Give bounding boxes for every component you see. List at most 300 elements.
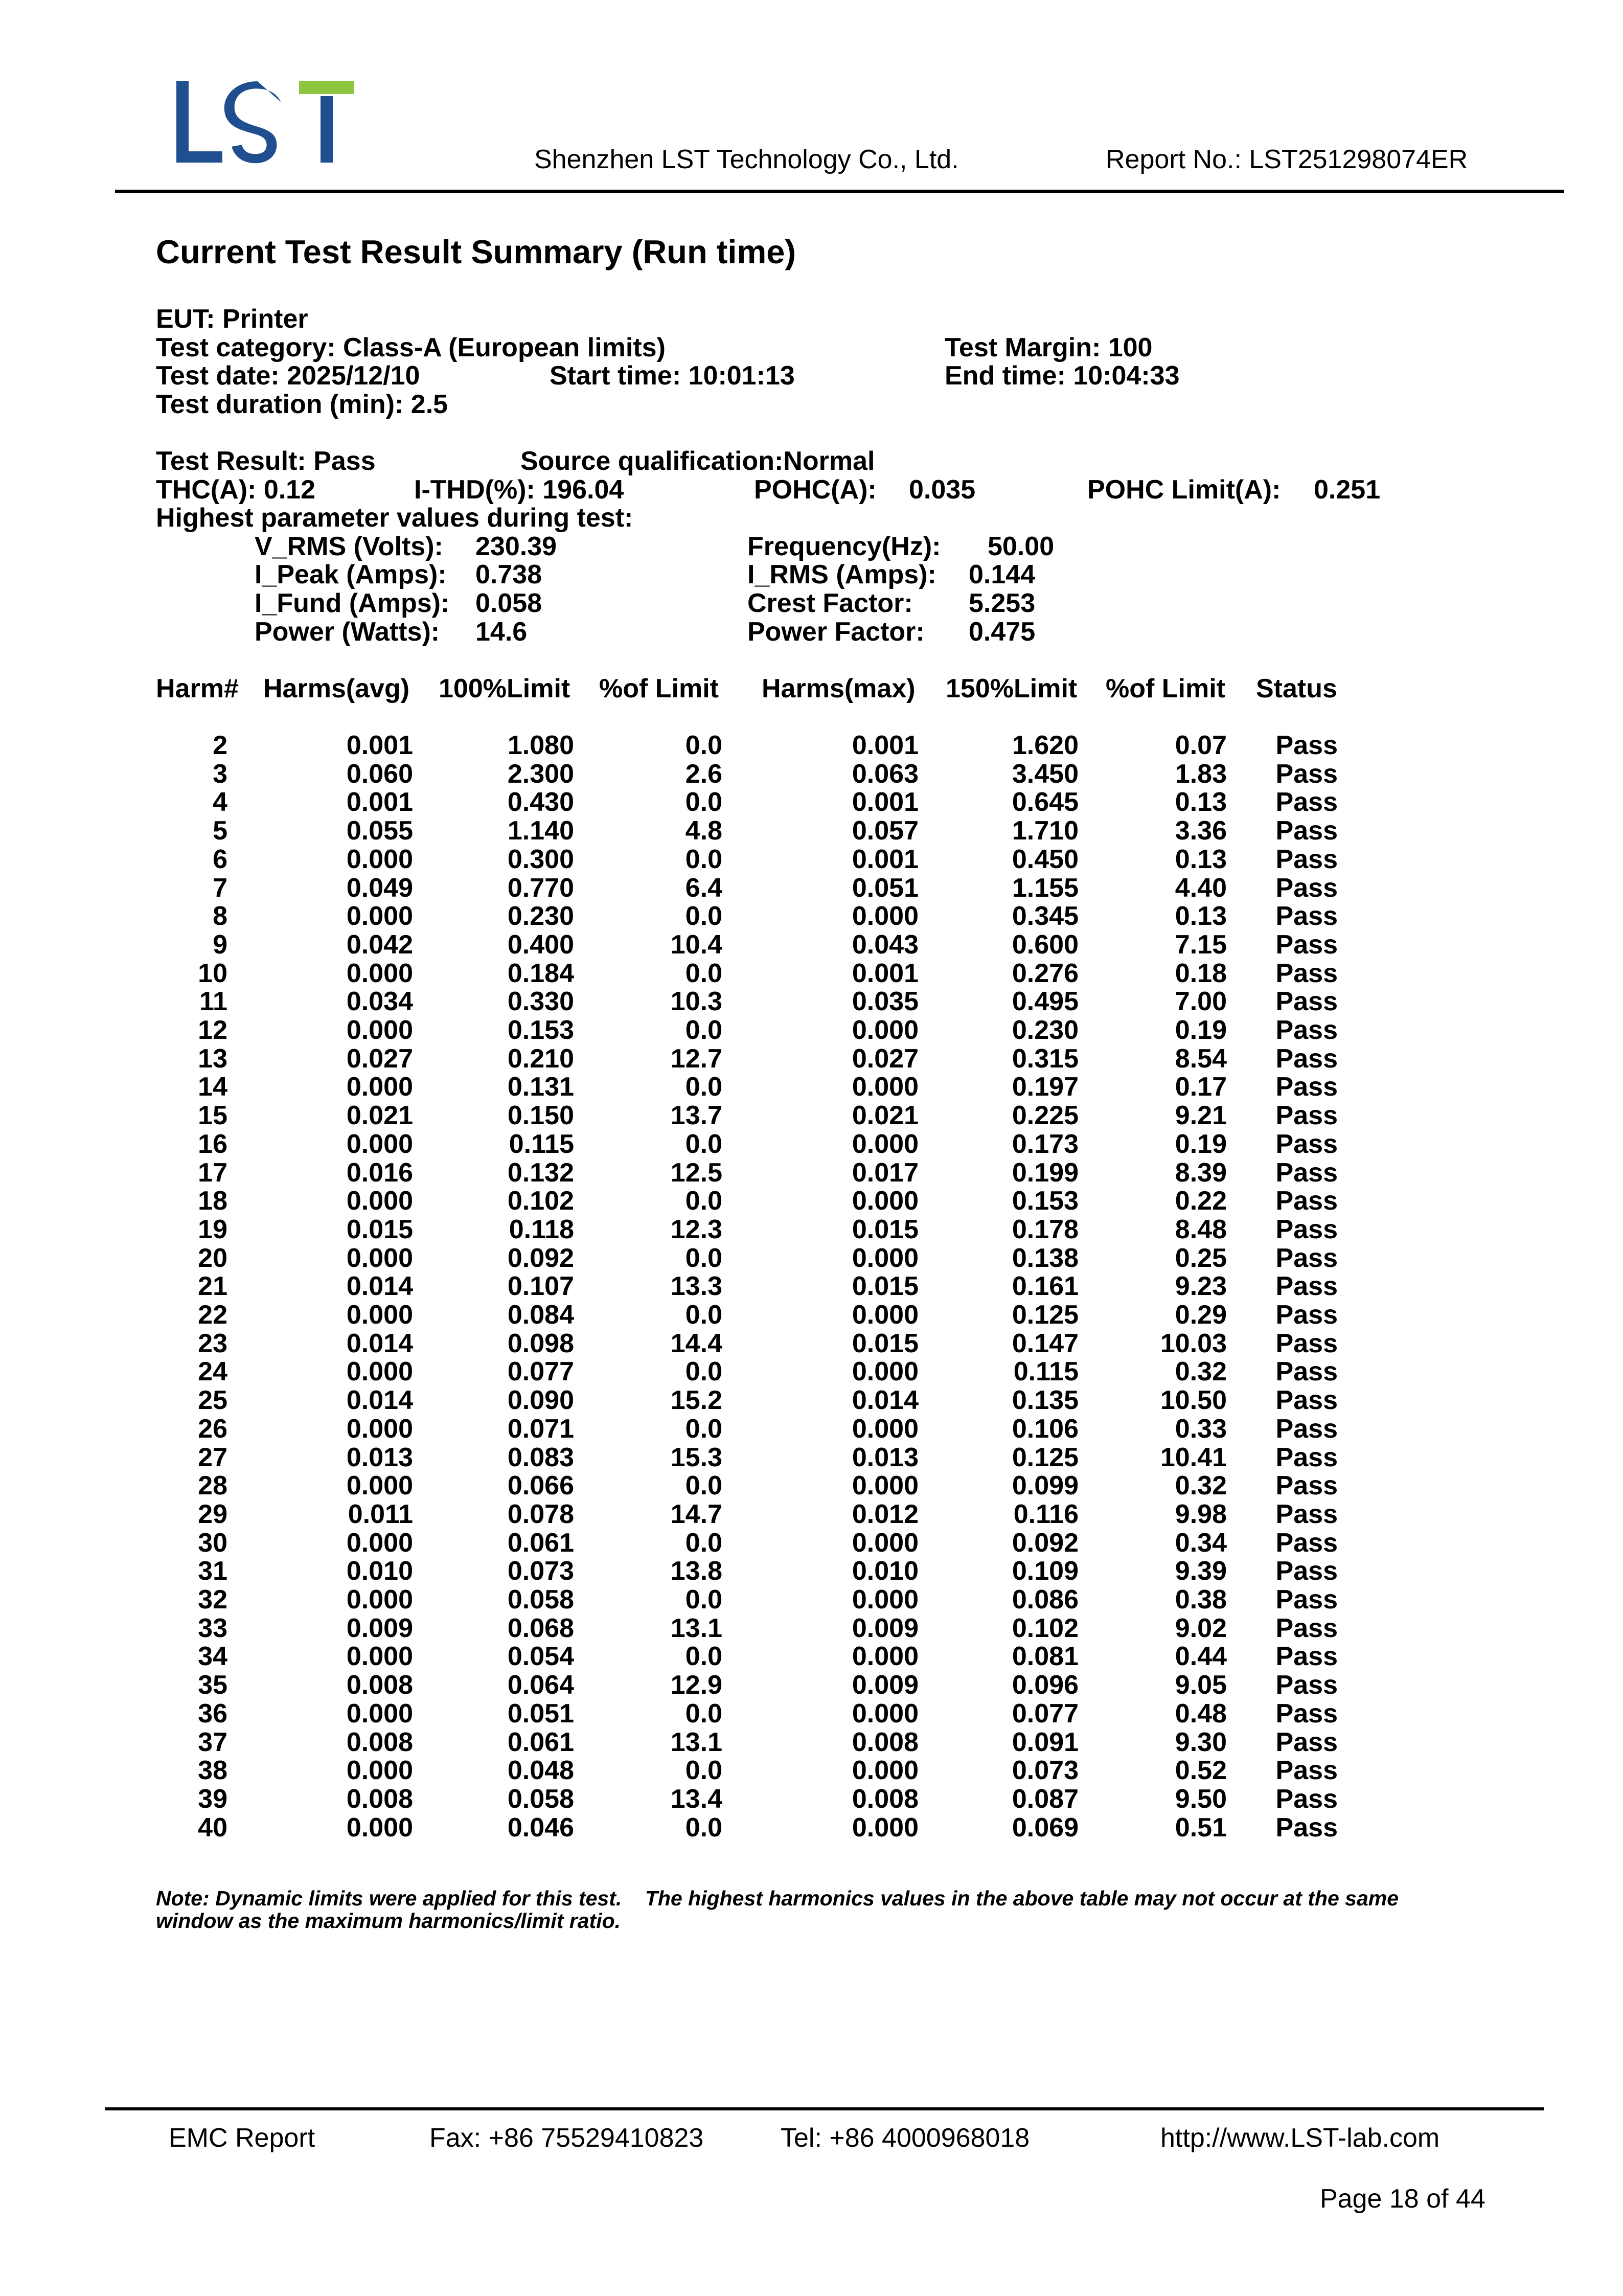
cell-pct-limit-avg: 0.0 [685, 1699, 722, 1729]
cell-harms-avg: 0.000 [346, 1186, 413, 1216]
table-row [0, 1214, 1623, 1243]
cell-pct-limit-max: 0.32 [1175, 1357, 1227, 1386]
col-150-limit: 150%Limit [946, 674, 1078, 703]
col-pct-limit-avg: %of Limit [599, 674, 719, 703]
cell-harms-avg: 0.015 [346, 1215, 413, 1244]
cell-harms-avg: 0.000 [346, 1129, 413, 1159]
cell-limit-150: 0.178 [1012, 1215, 1079, 1244]
irms-label: I_RMS (Amps): [747, 560, 936, 589]
cell-pct-limit-avg: 0.0 [685, 901, 722, 931]
cell-harm-number: 38 [198, 1756, 227, 1785]
cell-harms-avg: 0.014 [346, 1385, 413, 1415]
table-row [0, 1470, 1623, 1499]
cell-status: Pass [1275, 1385, 1338, 1415]
cell-harm-number: 19 [198, 1215, 227, 1244]
cell-harms-avg: 0.010 [346, 1556, 413, 1586]
cell-harms-avg: 0.027 [346, 1044, 413, 1074]
power-factor-value: 0.475 [969, 617, 1036, 647]
ithd-value: I-THD(%): 196.04 [414, 475, 624, 505]
cell-pct-limit-max: 0.29 [1175, 1300, 1227, 1330]
cell-harms-max: 0.000 [852, 1471, 919, 1501]
cell-pct-limit-avg: 0.0 [685, 787, 722, 817]
table-row [0, 1755, 1623, 1784]
cell-harm-number: 37 [198, 1727, 227, 1757]
cell-harms-max: 0.057 [852, 816, 919, 846]
cell-status: Pass [1275, 1499, 1338, 1529]
cell-status: Pass [1275, 1414, 1338, 1444]
cell-pct-limit-avg: 12.7 [670, 1044, 722, 1074]
cell-limit-150: 0.147 [1012, 1329, 1079, 1358]
cell-harm-number: 10 [198, 959, 227, 988]
cell-pct-limit-avg: 0.0 [685, 1414, 722, 1444]
col-status: Status [1256, 674, 1337, 703]
cell-status: Pass [1275, 1670, 1338, 1700]
pohc-limit-value: 0.251 [1314, 475, 1381, 505]
cell-limit-150: 0.173 [1012, 1129, 1079, 1159]
cell-status: Pass [1275, 1101, 1338, 1130]
cell-limit-100: 0.118 [509, 1215, 574, 1244]
cell-status: Pass [1275, 1072, 1338, 1102]
cell-status: Pass [1275, 1129, 1338, 1159]
cell-pct-limit-avg: 0.0 [685, 1357, 722, 1386]
table-row [0, 1670, 1623, 1698]
highest-params-heading: Highest parameter values during test: [156, 503, 633, 533]
cell-limit-100: 0.064 [507, 1670, 574, 1700]
cell-pct-limit-max: 0.19 [1175, 1015, 1227, 1045]
cell-limit-150: 0.092 [1012, 1528, 1079, 1558]
table-row [0, 1157, 1623, 1186]
cell-pct-limit-max: 9.21 [1175, 1101, 1227, 1130]
cell-pct-limit-avg: 13.7 [670, 1101, 722, 1130]
cell-harms-avg: 0.000 [346, 1015, 413, 1045]
cell-pct-limit-avg: 14.4 [670, 1329, 722, 1358]
cell-harms-max: 0.000 [852, 1015, 919, 1045]
cell-limit-100: 0.046 [507, 1813, 574, 1843]
cell-harms-max: 0.035 [852, 987, 919, 1016]
cell-harms-max: 0.051 [852, 873, 919, 903]
cell-harms-avg: 0.000 [346, 1756, 413, 1785]
cell-harms-avg: 0.009 [346, 1613, 413, 1643]
cell-pct-limit-max: 0.19 [1175, 1129, 1227, 1159]
table-row [0, 1727, 1623, 1756]
cell-limit-100: 0.150 [507, 1101, 574, 1130]
table-row [0, 1556, 1623, 1584]
cell-status: Pass [1275, 1471, 1338, 1501]
cell-pct-limit-max: 3.36 [1175, 816, 1227, 846]
cell-limit-100: 0.066 [507, 1471, 574, 1501]
cell-pct-limit-avg: 0.0 [685, 1813, 722, 1843]
cell-harm-number: 15 [198, 1101, 227, 1130]
cell-limit-100: 0.078 [507, 1499, 574, 1529]
cell-harms-max: 0.013 [852, 1443, 919, 1472]
cell-harm-number: 6 [213, 845, 227, 874]
cell-status: Pass [1275, 1642, 1338, 1671]
cell-limit-100: 0.300 [507, 845, 574, 874]
cell-pct-limit-avg: 0.0 [685, 1756, 722, 1785]
cell-harm-number: 12 [198, 1015, 227, 1045]
table-row [0, 901, 1623, 929]
cell-status: Pass [1275, 1271, 1338, 1301]
cell-harms-max: 0.000 [852, 1642, 919, 1671]
cell-pct-limit-max: 9.39 [1175, 1556, 1227, 1586]
note-line-1: Note: Dynamic limits were applied for this test. The highest harmonics values in the above table may not occur at the same [156, 1886, 1399, 1910]
table-row [0, 1499, 1623, 1528]
cell-harms-avg: 0.000 [346, 1699, 413, 1729]
cell-limit-150: 0.135 [1012, 1385, 1079, 1415]
footer-url[interactable]: http://www.LST-lab.com [1160, 2123, 1440, 2153]
cell-harms-avg: 0.000 [346, 1300, 413, 1330]
cell-limit-150: 0.077 [1012, 1699, 1079, 1729]
cell-limit-100: 0.083 [507, 1443, 574, 1472]
pohc-label: POHC(A): [754, 475, 877, 505]
cell-harm-number: 26 [198, 1414, 227, 1444]
cell-harms-avg: 0.000 [346, 1642, 413, 1671]
cell-limit-100: 0.430 [507, 787, 574, 817]
cell-limit-100: 0.770 [507, 873, 574, 903]
cell-pct-limit-max: 0.22 [1175, 1186, 1227, 1216]
cell-pct-limit-max: 0.38 [1175, 1585, 1227, 1615]
cell-status: Pass [1275, 1443, 1338, 1472]
cell-harms-max: 0.008 [852, 1727, 919, 1757]
cell-pct-limit-max: 4.40 [1175, 873, 1227, 903]
cell-pct-limit-avg: 13.8 [670, 1556, 722, 1586]
cell-harm-number: 9 [213, 930, 227, 960]
table-row [0, 1613, 1623, 1642]
table-row [0, 787, 1623, 815]
cell-limit-150: 0.138 [1012, 1243, 1079, 1273]
cell-harms-avg: 0.049 [346, 873, 413, 903]
col-harm-number: Harm# [156, 674, 239, 703]
cell-status: Pass [1275, 787, 1338, 817]
cell-pct-limit-max: 0.25 [1175, 1243, 1227, 1273]
cell-harms-avg: 0.021 [346, 1101, 413, 1130]
table-row [0, 1414, 1623, 1442]
cell-harm-number: 33 [198, 1613, 227, 1643]
pohc-limit-label: POHC Limit(A): [1087, 475, 1281, 505]
cell-pct-limit-avg: 0.0 [685, 959, 722, 988]
cell-pct-limit-max: 9.50 [1175, 1784, 1227, 1814]
cell-harms-max: 0.000 [852, 1186, 919, 1216]
cell-limit-100: 0.107 [507, 1271, 574, 1301]
cell-harm-number: 25 [198, 1385, 227, 1415]
cell-harms-avg: 0.060 [346, 759, 413, 789]
table-row [0, 1385, 1623, 1414]
ipeak-label: I_Peak (Amps): [255, 560, 447, 589]
cell-harms-avg: 0.000 [346, 1357, 413, 1386]
cell-harms-avg: 0.011 [348, 1499, 413, 1529]
cell-limit-150: 0.109 [1012, 1556, 1079, 1586]
cell-status: Pass [1275, 901, 1338, 931]
cell-pct-limit-avg: 12.3 [670, 1215, 722, 1244]
cell-limit-150: 0.087 [1012, 1784, 1079, 1814]
cell-status: Pass [1275, 1813, 1338, 1843]
cell-harms-avg: 0.000 [346, 959, 413, 988]
cell-status: Pass [1275, 1727, 1338, 1757]
cell-harms-avg: 0.014 [346, 1329, 413, 1358]
cell-pct-limit-avg: 10.4 [670, 930, 722, 960]
cell-harms-max: 0.000 [852, 1129, 919, 1159]
cell-limit-150: 0.096 [1012, 1670, 1079, 1700]
cell-limit-150: 0.199 [1012, 1158, 1079, 1188]
cell-pct-limit-max: 7.00 [1175, 987, 1227, 1016]
cell-pct-limit-max: 0.48 [1175, 1699, 1227, 1729]
cell-limit-150: 1.710 [1012, 816, 1079, 846]
header-rule [115, 190, 1564, 193]
cell-harms-max: 0.000 [852, 1414, 919, 1444]
cell-harm-number: 20 [198, 1243, 227, 1273]
cell-limit-150: 1.620 [1012, 731, 1079, 760]
cell-harms-avg: 0.055 [346, 816, 413, 846]
cell-status: Pass [1275, 1158, 1338, 1188]
pohc-value: 0.035 [909, 475, 976, 505]
cell-pct-limit-avg: 0.0 [685, 1186, 722, 1216]
cell-limit-100: 1.080 [507, 731, 574, 760]
cell-harms-max: 0.001 [852, 731, 919, 760]
cell-limit-150: 0.197 [1012, 1072, 1079, 1102]
eut-label: EUT: Printer [156, 304, 308, 334]
cell-pct-limit-max: 0.52 [1175, 1756, 1227, 1785]
cell-limit-150: 0.600 [1012, 930, 1079, 960]
cell-harms-max: 0.009 [852, 1670, 919, 1700]
cell-harms-max: 0.000 [852, 1585, 919, 1615]
table-row [0, 1072, 1623, 1100]
cell-pct-limit-max: 0.17 [1175, 1072, 1227, 1102]
table-row [0, 730, 1623, 759]
col-harms-avg: Harms(avg) [263, 674, 410, 703]
footer-rule [105, 2107, 1544, 2110]
cell-harm-number: 29 [198, 1499, 227, 1529]
cell-harm-number: 18 [198, 1186, 227, 1216]
cell-pct-limit-max: 0.34 [1175, 1528, 1227, 1558]
table-row [0, 929, 1623, 958]
cell-pct-limit-max: 10.03 [1160, 1329, 1227, 1358]
ipeak-value: 0.738 [475, 560, 542, 589]
cell-pct-limit-avg: 4.8 [685, 816, 722, 846]
cell-pct-limit-avg: 0.0 [685, 1015, 722, 1045]
cell-pct-limit-avg: 13.1 [670, 1613, 722, 1643]
cell-pct-limit-avg: 0.0 [685, 1471, 722, 1501]
table-row [0, 1442, 1623, 1471]
cell-status: Pass [1275, 1243, 1338, 1273]
cell-pct-limit-max: 0.07 [1175, 731, 1227, 760]
cell-limit-100: 0.131 [507, 1072, 574, 1102]
page-title: Current Test Result Summary (Run time) [156, 233, 796, 270]
cell-pct-limit-avg: 0.0 [685, 1642, 722, 1671]
cell-harms-max: 0.017 [852, 1158, 919, 1188]
cell-harms-max: 0.000 [852, 1756, 919, 1785]
table-row [0, 1356, 1623, 1385]
cell-harms-max: 0.001 [852, 959, 919, 988]
cell-limit-100: 0.210 [507, 1044, 574, 1074]
cell-pct-limit-max: 0.13 [1175, 787, 1227, 817]
cell-harms-max: 0.000 [852, 1699, 919, 1729]
cell-limit-150: 0.276 [1012, 959, 1079, 988]
cell-pct-limit-max: 8.48 [1175, 1215, 1227, 1244]
cell-status: Pass [1275, 987, 1338, 1016]
cell-harm-number: 17 [198, 1158, 227, 1188]
cell-harms-avg: 0.013 [346, 1443, 413, 1472]
cell-limit-100: 0.230 [507, 901, 574, 931]
cell-harms-max: 0.015 [852, 1329, 919, 1358]
table-row [0, 1812, 1623, 1841]
company-name: Shenzhen LST Technology Co., Ltd. [534, 145, 959, 174]
source-qualification: Source qualification:Normal [520, 446, 875, 476]
footer-tel: Tel: +86 4000968018 [781, 2123, 1030, 2153]
cell-pct-limit-avg: 13.4 [670, 1784, 722, 1814]
cell-harm-number: 24 [198, 1357, 227, 1386]
cell-harm-number: 16 [198, 1129, 227, 1159]
vrms-value: 230.39 [475, 532, 557, 561]
cell-limit-100: 0.084 [507, 1300, 574, 1330]
cell-pct-limit-avg: 0.0 [685, 1072, 722, 1102]
cell-status: Pass [1275, 759, 1338, 789]
cell-pct-limit-avg: 12.5 [670, 1158, 722, 1188]
cell-harms-max: 0.010 [852, 1556, 919, 1586]
table-row [0, 1328, 1623, 1357]
ifund-label: I_Fund (Amps): [255, 588, 450, 618]
cell-harm-number: 36 [198, 1699, 227, 1729]
cell-limit-100: 0.400 [507, 930, 574, 960]
cell-pct-limit-max: 9.30 [1175, 1727, 1227, 1757]
cell-harms-avg: 0.001 [346, 731, 413, 760]
cell-harms-max: 0.043 [852, 930, 919, 960]
cell-pct-limit-avg: 10.3 [670, 987, 722, 1016]
cell-status: Pass [1275, 930, 1338, 960]
cell-limit-100: 0.115 [509, 1129, 574, 1159]
cell-limit-100: 0.058 [507, 1784, 574, 1814]
cell-harms-avg: 0.000 [346, 1471, 413, 1501]
cell-harm-number: 39 [198, 1784, 227, 1814]
cell-limit-100: 0.098 [507, 1329, 574, 1358]
footer-report: EMC Report [169, 2123, 315, 2153]
cell-pct-limit-max: 0.51 [1175, 1813, 1227, 1843]
cell-harms-max: 0.008 [852, 1784, 919, 1814]
cell-harm-number: 23 [198, 1329, 227, 1358]
test-margin: Test Margin: 100 [945, 333, 1153, 362]
col-pct-limit-max: %of Limit [1106, 674, 1225, 703]
table-row [0, 759, 1623, 787]
cell-status: Pass [1275, 1699, 1338, 1729]
cell-limit-100: 1.140 [507, 816, 574, 846]
cell-limit-150: 3.450 [1012, 759, 1079, 789]
cell-harm-number: 28 [198, 1471, 227, 1501]
test-result: Test Result: Pass [156, 446, 376, 476]
table-row [0, 1043, 1623, 1072]
cell-status: Pass [1275, 1186, 1338, 1216]
cell-harms-avg: 0.008 [346, 1727, 413, 1757]
cell-harms-max: 0.015 [852, 1215, 919, 1244]
cell-status: Pass [1275, 816, 1338, 846]
cell-pct-limit-avg: 2.6 [685, 759, 722, 789]
cell-limit-150: 0.125 [1012, 1443, 1079, 1472]
cell-limit-100: 0.153 [507, 1015, 574, 1045]
cell-pct-limit-max: 0.44 [1175, 1642, 1227, 1671]
cell-status: Pass [1275, 1329, 1338, 1358]
cell-limit-150: 0.091 [1012, 1727, 1079, 1757]
cell-limit-150: 0.106 [1012, 1414, 1079, 1444]
cell-pct-limit-max: 9.98 [1175, 1499, 1227, 1529]
cell-status: Pass [1275, 731, 1338, 760]
cell-limit-150: 0.645 [1012, 787, 1079, 817]
cell-harm-number: 34 [198, 1642, 227, 1671]
table-row [0, 1015, 1623, 1043]
cell-harms-max: 0.000 [852, 901, 919, 931]
table-row [0, 1243, 1623, 1271]
table-row [0, 1698, 1623, 1727]
power-value: 14.6 [475, 617, 528, 647]
cell-harm-number: 32 [198, 1585, 227, 1615]
cell-pct-limit-avg: 14.7 [670, 1499, 722, 1529]
cell-status: Pass [1275, 1756, 1338, 1785]
cell-limit-150: 0.081 [1012, 1642, 1079, 1671]
cell-pct-limit-avg: 0.0 [685, 1300, 722, 1330]
cell-harm-number: 35 [198, 1670, 227, 1700]
cell-harm-number: 8 [213, 901, 227, 931]
cell-limit-150: 0.225 [1012, 1101, 1079, 1130]
cell-limit-100: 0.048 [507, 1756, 574, 1785]
footer-fax: Fax: +86 75529410823 [429, 2123, 704, 2153]
table-row [0, 1300, 1623, 1328]
cell-limit-150: 0.116 [1013, 1499, 1079, 1529]
cell-limit-100: 0.092 [507, 1243, 574, 1273]
cell-limit-150: 0.495 [1012, 987, 1079, 1016]
cell-harms-avg: 0.001 [346, 787, 413, 817]
vrms-label: V_RMS (Volts): [255, 532, 443, 561]
cell-limit-150: 0.161 [1012, 1271, 1079, 1301]
cell-status: Pass [1275, 1556, 1338, 1586]
col-harms-max: Harms(max) [762, 674, 916, 703]
cell-status: Pass [1275, 1528, 1338, 1558]
cell-harms-avg: 0.034 [346, 987, 413, 1016]
cell-harms-avg: 0.000 [346, 1072, 413, 1102]
cell-harms-max: 0.000 [852, 1528, 919, 1558]
cell-pct-limit-avg: 0.0 [685, 1585, 722, 1615]
table-row [0, 1271, 1623, 1300]
cell-pct-limit-avg: 0.0 [685, 1129, 722, 1159]
cell-harm-number: 5 [213, 816, 227, 846]
cell-harm-number: 40 [198, 1813, 227, 1843]
cell-limit-150: 0.069 [1012, 1813, 1079, 1843]
note-line-2: window as the maximum harmonics/limit ratio. [156, 1909, 621, 1933]
cell-harms-avg: 0.042 [346, 930, 413, 960]
cell-limit-100: 0.077 [507, 1357, 574, 1386]
table-row [0, 1129, 1623, 1157]
cell-status: Pass [1275, 1357, 1338, 1386]
cell-limit-150: 0.125 [1012, 1300, 1079, 1330]
table-row [0, 1641, 1623, 1670]
cell-limit-100: 0.132 [507, 1158, 574, 1188]
cell-limit-100: 0.073 [507, 1556, 574, 1586]
cell-harms-max: 0.000 [852, 1357, 919, 1386]
cell-harms-avg: 0.000 [346, 1813, 413, 1843]
end-time: End time: 10:04:33 [945, 361, 1180, 391]
cell-limit-150: 0.315 [1012, 1044, 1079, 1074]
cell-limit-150: 0.102 [1012, 1613, 1079, 1643]
power-label: Power (Watts): [255, 617, 440, 647]
cell-harms-max: 0.014 [852, 1385, 919, 1415]
cell-limit-100: 2.300 [507, 759, 574, 789]
cell-limit-150: 0.115 [1013, 1357, 1079, 1386]
cell-harms-avg: 0.000 [346, 1585, 413, 1615]
test-duration: Test duration (min): 2.5 [156, 390, 448, 419]
irms-value: 0.144 [969, 560, 1036, 589]
cell-harm-number: 31 [198, 1556, 227, 1586]
table-row [0, 1528, 1623, 1556]
cell-pct-limit-max: 0.18 [1175, 959, 1227, 988]
cell-status: Pass [1275, 1585, 1338, 1615]
cell-pct-limit-max: 1.83 [1175, 759, 1227, 789]
cell-pct-limit-avg: 0.0 [685, 845, 722, 874]
